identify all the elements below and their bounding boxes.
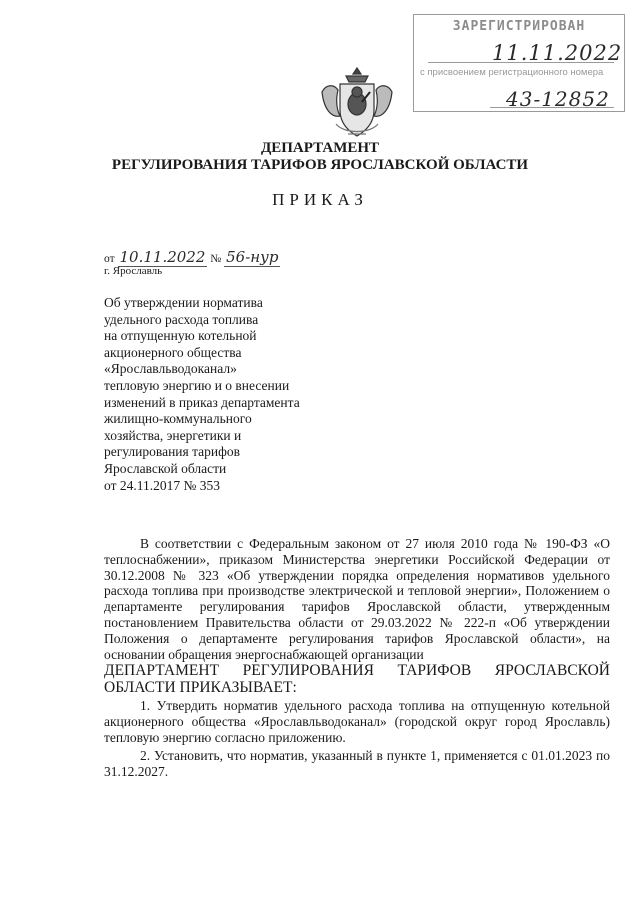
order-date-line (104, 248, 280, 266)
order-item-2: 2. Установить, что норматив, указанный в пункте 1, применяется с 01.01.2023 по 31.12.2027. (104, 747, 610, 779)
subject-line: от 24.11.2017 № 353 (104, 477, 220, 493)
subject-line: тепловую энергию и о внесении (104, 377, 290, 393)
subject-line: удельного расхода топлива (104, 311, 259, 327)
order-item-1: 1. Утвердить норматив удельного расхода топлива на отпущенную котельной акционерного общества «Ярославльводоканал» (городской округ город Ярославль) тепловую энергию согласно приложению. (104, 698, 610, 745)
preamble-paragraph: В соответствии с Федеральным законом от 27 июля 2010 года № 190-ФЗ «О теплоснабжении», приказом Министерства энергетики Российской Федерации от 30.12.2008 № 323 «Об утверждении порядка определения нормативов удельного расхода топлива при производстве электрической и тепловой энергии», Положением о департаменте регулирования тарифов Ярославской области, утвержденным постановлением Правительства области от 29.03.2022 № 222-п «Об утверждении Положения о департаменте регулирования тарифов Ярославской области», на основании обращения энергоснабжающей организации (104, 536, 610, 662)
subject-line: Об утверждении норматива (104, 295, 263, 310)
order-number: 56-нур (226, 248, 279, 266)
subject-line: регулирования тарифов (104, 444, 241, 460)
stamp-number: 43-12852 (506, 87, 610, 111)
city: г. Ярославль (104, 265, 163, 277)
document-type-title: ПРИКАЗ (272, 190, 368, 209)
number-label: № (210, 253, 222, 265)
subject-line: жилищно-коммунального (104, 411, 252, 427)
subject-line: хозяйства, энергетики и (104, 427, 242, 443)
subject-line: «Ярославльводоканал» (104, 361, 237, 377)
subject-line: Ярославской области (104, 460, 227, 476)
order-body (104, 536, 610, 779)
stamp-divider (428, 62, 614, 63)
from-label: от (104, 253, 115, 265)
department-title-line2: РЕГУЛИРОВАНИЯ ТАРИФОВ ЯРОСЛАВСКОЙ ОБЛАСТИ (111, 157, 529, 173)
stamp-divider (490, 107, 614, 108)
department-title-line1: ДЕПАРТАМЕНТ (260, 140, 380, 156)
orders-heading-line2: ОБЛАСТИ ПРИКАЗЫВАЕТ: (104, 679, 297, 697)
coat-of-arms-bear-icon (318, 64, 396, 140)
orders-heading-line1: ДЕПАРТАМЕНТ РЕГУЛИРОВАНИЯ ТАРИФОВ ЯРОСЛАВСКОЙ (104, 662, 610, 680)
stamp-date: 11.11.2022 (492, 41, 623, 65)
subject-line: акционерного общества (104, 344, 242, 360)
stamp-title: ЗАРЕГИСТРИРОВАН (452, 19, 586, 34)
order-date: 10.11.2022 (119, 248, 206, 266)
stamp-note: с присвоением регистрационного номера (420, 67, 604, 78)
registration-stamp (413, 14, 625, 112)
subject-line: изменений в приказ департамента (104, 394, 300, 410)
order-subject (104, 295, 364, 494)
subject-line: на отпущенную котельной (104, 328, 257, 344)
